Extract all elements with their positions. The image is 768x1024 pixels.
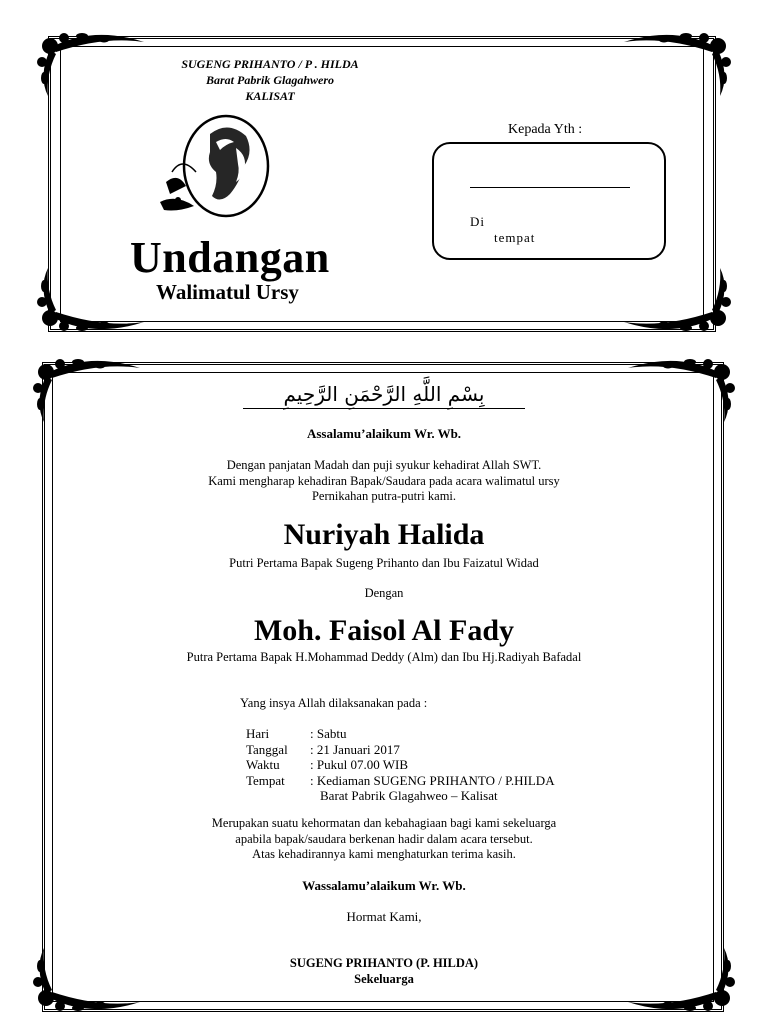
recipient-tempat: tempat [494, 230, 536, 245]
detail-value: : Kediaman SUGENG PRIHANTO / P.HILDA [310, 772, 555, 788]
recipient-address-box [432, 142, 666, 260]
schedule-intro: Yang insya Allah dilaksanakan pada : [240, 696, 428, 710]
groom-name: Moh. Faisol Al Fady [253, 614, 515, 647]
sender-block [130, 56, 410, 104]
groom-parents: Putra Pertama Bapak H.Mohammad Deddy (Alm) dan Ibu Hj.Radiyah Bafadal [186, 650, 582, 664]
detail-row-date [246, 742, 555, 758]
signature-name: SUGENG PRIHANTO (P. HILDA) [289, 956, 479, 970]
conjunction-text: Dengan [364, 586, 404, 600]
detail-value: : Sabtu [310, 726, 347, 741]
detail-row-time [246, 757, 555, 773]
basmala-text: بِسْمِ اللَّهِ الرَّحْمَنِ الرَّحِيمِ [243, 382, 524, 409]
detail-row-day [246, 726, 555, 742]
detail-row-place-cont [246, 788, 555, 804]
basmala-calligraphy [60, 382, 708, 418]
intro-line: Dengan panjatan Madah dan puji syukur kehadirat Allah SWT. [226, 458, 542, 472]
sender-city: KALISAT [245, 89, 295, 103]
closing-greeting: Wassalamu’alaikum Wr. Wb. [302, 878, 466, 893]
opening-greeting: Assalamu’alaikum Wr. Wb. [306, 426, 462, 441]
event-details [246, 726, 555, 804]
signature-family: Sekeluarga [354, 972, 414, 986]
intro-line: Kami mengharap kehadiran Bapak/Saudara pada acara walimatul ursy [208, 473, 560, 488]
regards-text: Hormat Kami, [346, 909, 422, 924]
sender-name: SUGENG PRIHANTO / P . HILDA [181, 57, 359, 71]
bride-parents: Putri Pertama Bapak Sugeng Prihanto dan Ibu Faizatul Widad [229, 556, 539, 570]
detail-label: Tempat [246, 772, 285, 788]
detail-label: Hari [246, 726, 270, 741]
detail-label: Tanggal [246, 741, 288, 757]
invitation-title: Undangan [130, 233, 330, 282]
recipient-name-line [470, 187, 630, 188]
couple-emblem-illustration [156, 112, 274, 220]
closing-line: Atas kehadirannya kami menghaturkan terima kasih. [252, 847, 516, 861]
signature-block [60, 955, 708, 987]
floral-corner-ornament [614, 26, 734, 96]
detail-value: Barat Pabrik Glagahweo – Kalisat [320, 788, 498, 803]
closing-line: Merupakan suatu kehormatan dan kebahagiaan bagi kami sekeluarga [211, 816, 557, 830]
sender-address: Barat Pabrik Glagahwero [205, 73, 334, 87]
closing-line: apabila bapak/saudara berkenan hadir dalam acara tersebut. [235, 831, 533, 846]
intro-paragraph [60, 458, 708, 505]
intro-line: Pernikahan putra-putri kami. [311, 489, 457, 503]
recipient-di: Di [470, 214, 485, 229]
detail-row-place [246, 773, 555, 789]
recipient-label: Kepada Yth : [508, 122, 583, 137]
floral-corner-ornament [614, 268, 734, 338]
detail-value: : 21 Januari 2017 [310, 741, 400, 757]
invitation-subtitle: Walimatul Ursy [156, 280, 299, 304]
detail-value: : Pukul 07.00 WIB [310, 757, 408, 772]
bride-name: Nuriyah Halida [283, 518, 485, 551]
closing-paragraph [60, 816, 708, 863]
detail-label: Waktu [246, 757, 280, 772]
